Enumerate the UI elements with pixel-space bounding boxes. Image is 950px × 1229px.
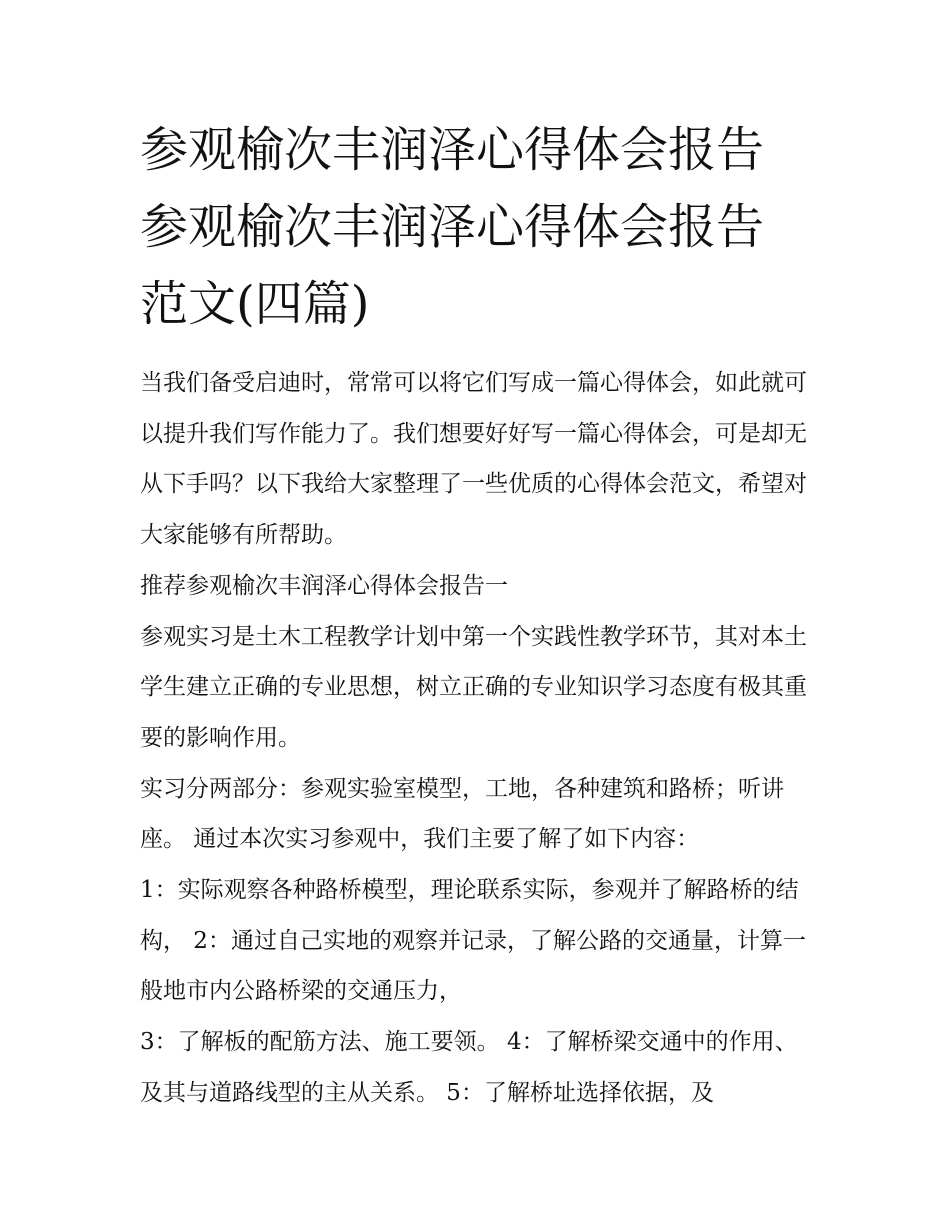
- body-paragraph: 参观实习是土木工程教学计划中第一个实践性教学环节，其对本土学生建立正确的专业思想，树立正确的专业知识学习态度有极其重要的影响作用。: [140, 623, 807, 751]
- body-paragraph: 3：了解板的配筋方法、施工要领。 4：了解桥梁交通中的作用、及其与道路线型的主从关系。 5：了解桥址选择依据，及: [140, 1029, 798, 1106]
- document-title: [140, 112, 820, 343]
- document-content: [140, 112, 820, 1119]
- document-body: [140, 358, 820, 1119]
- title-line-2: 参观榆次丰润泽心得体会报告: [140, 199, 765, 255]
- body-paragraph: 实习分两部分：参观实验室模型，工地，各种建筑和路桥；听讲座。 通过本次实习参观中，我们主要了解了如下内容：: [140, 775, 784, 853]
- section-heading: 推荐参观榆次丰润泽心得体会报告一: [140, 572, 508, 599]
- title-line-3: 范文(四篇): [140, 276, 370, 332]
- intro-paragraph: 当我们备受启迪时，常常可以将它们写成一篇心得体会，如此就可以提升我们写作能力了。我们想要好好写一篇心得体会，可是却无从下手吗？以下我给大家整理了一些优质的心得体会范文，希望对大家能够有所帮助。: [140, 370, 807, 549]
- title-line-1: 参观榆次丰润泽心得体会报告: [140, 122, 765, 178]
- body-paragraph: 1：实际观察各种路桥模型，理论联系实际，参观并了解路桥的结构， 2：通过自己实地的观察并记录，了解公路的交通量，计算一般地市内公路桥梁的交通压力，: [140, 877, 806, 1005]
